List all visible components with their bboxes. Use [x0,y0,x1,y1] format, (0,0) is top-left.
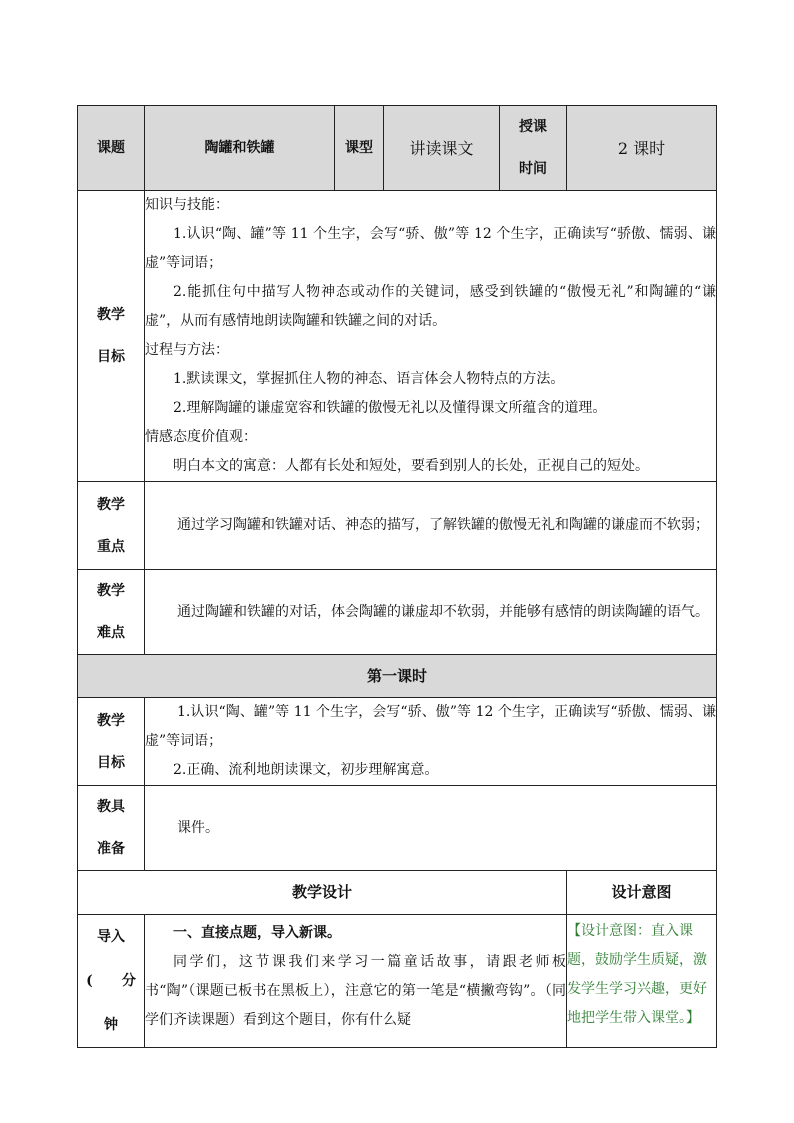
type-value: 讲读课文 [384,106,500,191]
intro-label-line2: ( 分 [86,973,136,989]
time-value: 2 课时 [567,106,717,191]
goals-item5: 明白本文的寓意：人都有长处和短处，要看到别人的长处，正视自己的短处。 [173,458,649,474]
key-points-text: 通过学习陶罐和铁罐对话、神态的描写，了解铁罐的傲慢无礼和陶罐的谦虚而不软弱； [177,517,709,533]
goals-label-line2: 目标 [97,349,125,365]
intro-text: 同学们，这节课我们来学习一篇童话故事，请跟老师板书“陶”（课题已板书在黑板上），注意它的第一笔是“横撇弯钩”。（同学们齐读课题）看到这个题目，你有什么疑 [145,954,566,1028]
prep-label-line1: 教具 [97,799,125,815]
key-points-content [145,482,717,570]
prep-row [78,786,717,871]
key-points-label-line1: 教学 [97,496,125,513]
first-lesson-goals-content [145,698,717,786]
intro-content [145,915,567,1048]
topic-label: 课题 [78,106,145,191]
goals-section2-title: 过程与方法： [145,342,229,358]
first-lesson-goal1: 1.认识“陶、罐”等 11 个生字，会写“骄、傲”等 12 个生字，正确读写“骄傲、懦弱、谦虚”等词语； [145,704,716,749]
first-lesson-goals-row [78,698,717,786]
key-points-label [78,482,145,570]
first-lesson-goals-label-line1: 教学 [97,712,125,729]
goals-item3: 1.默读课文，掌握抓住人物的神态、语言体会人物特点的方法。 [173,371,565,387]
first-lesson-row [78,655,717,698]
first-lesson-title: 第一课时 [78,655,717,698]
topic-value: 陶罐和铁罐 [145,106,335,191]
intro-label [78,915,145,1048]
design-intent: 【设计意图：直入课题，鼓励学生质疑，激发学生学习兴趣，更好地把学生带入课堂。】 [567,915,717,1048]
design-col1: 教学设计 [78,871,567,915]
time-label-line1: 授课 [519,119,547,135]
intro-label-line3: 钟 [104,1017,118,1033]
first-lesson-goals-label [78,698,145,786]
prep-label [78,786,145,871]
prep-label-line2: 准备 [97,841,125,857]
first-lesson-goal2: 2.正确、流利地朗读课文，初步理解寓意。 [173,762,439,778]
first-lesson-goals-label-line2: 目标 [97,754,125,771]
key-points-row [78,482,717,570]
goals-section3-title: 情感态度价值观： [145,429,257,445]
goals-row [78,191,717,482]
intro-label-line1: 导入 [97,929,125,945]
difficulties-row [78,570,717,655]
lesson-plan-table [77,105,717,1048]
time-label [500,106,567,191]
difficulties-label [78,570,145,655]
goals-section1-title: 知识与技能： [145,197,229,213]
difficulties-text: 通过陶罐和铁罐的对话，体会陶罐的谦虚却不软弱，并能够有感情的朗读陶罐的语气。 [177,603,709,620]
prep-content [145,786,717,871]
goals-content [145,191,717,482]
intro-heading: 一、直接点题，导入新课。 [173,925,341,941]
difficulties-label-line1: 教学 [97,583,125,599]
difficulties-label-line2: 难点 [97,625,125,641]
time-label-line2: 时间 [519,161,547,177]
prep-text: 课件。 [177,819,219,836]
design-col2: 设计意图 [567,871,717,915]
goals-item2: 2.能抓住句中描写人物神态或动作的关键词，感受到铁罐的“傲慢无礼”和陶罐的“谦虚”，从而有感情地朗读陶罐和铁罐之间的对话。 [145,284,716,329]
difficulties-content [145,570,717,655]
goals-item1: 1.认识“陶、罐”等 11 个生字，会写“骄、傲”等 12 个生字，正确读写“骄傲、懦弱、谦虚”等词语； [145,226,716,271]
goals-label-line1: 教学 [97,307,125,323]
intro-row [78,915,717,1048]
goals-label [78,191,145,482]
goals-item4: 2.理解陶罐的谦虚宽容和铁罐的傲慢无礼以及懂得课文所蕴含的道理。 [173,400,607,416]
design-header-row [78,871,717,915]
type-label: 课型 [335,106,384,191]
key-points-label-line2: 重点 [97,538,125,555]
header-row [78,106,717,191]
